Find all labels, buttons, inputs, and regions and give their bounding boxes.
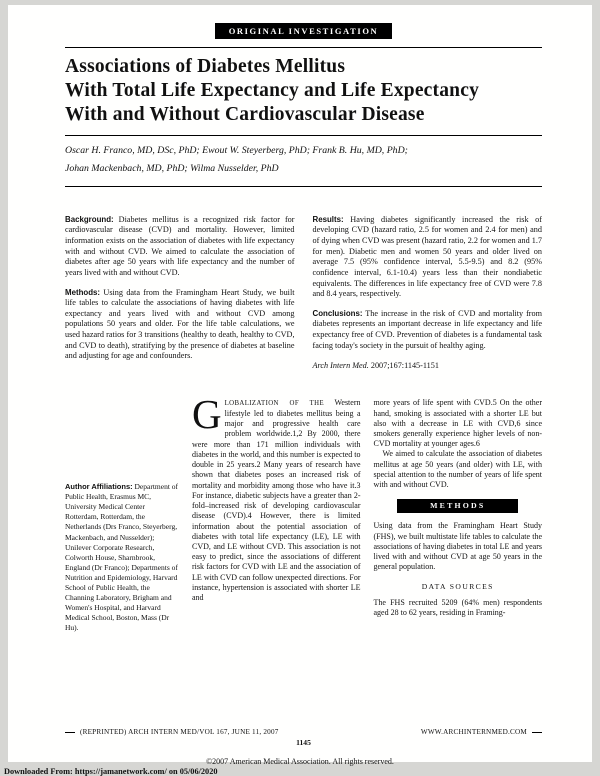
document-page bbox=[8, 5, 592, 762]
abstract-conclusions bbox=[313, 309, 543, 352]
footer-reprint-line bbox=[65, 728, 542, 736]
page-number: 1145 bbox=[296, 738, 311, 747]
abstract-background bbox=[65, 215, 295, 279]
results-label: Results: bbox=[312, 214, 344, 224]
journal-citation bbox=[313, 361, 543, 372]
body-middle-column bbox=[192, 391, 361, 640]
footer-rule-left bbox=[65, 732, 75, 733]
author-affiliations bbox=[65, 482, 179, 633]
article-title bbox=[65, 55, 542, 126]
rule-under-authors bbox=[65, 186, 542, 187]
body-right-column bbox=[374, 398, 543, 640]
title-line-3: With and Without Cardiovascular Disease bbox=[65, 103, 425, 125]
results-text: Having diabetes significantly increased the risk of developing CVD (hazard ratio, 2.5 for women and 2.4 for men) and of dying when CVD was present (hazard ratio, 2.2 for women and 1.7 for men). Diabetic men and women 50 years and older lived on average 7.5 (95% confidence interval, 5.5-9.5) and 8.2 (95% confidence interval, 6.1-10.4) years less than their nondiabetic equivalents. The differences in life expectancy free of CVD were 7.8 and 8.4 years, respectively. bbox=[312, 214, 542, 299]
title-line-2: With Total Life Expectancy and Life Expectancy bbox=[65, 79, 480, 101]
page-footer bbox=[65, 728, 542, 747]
original-investigation-banner: ORIGINAL INVESTIGATION bbox=[215, 23, 393, 39]
intro-text: Western lifestyle led to diabetes mellitus being a major and progressive health care problem worldwide.1,2 By 2000, there were more than 171 million individuals with diabetes in the world, and this number is expected to double in 25 years.2 Many years of research have shown that diabetes poses an increased risk of mortality and morbidity among those who have it.3 For instance, diabetic subjects have a greater than 2-fold–increased risk of developing cardiovascular disease (CVD).4 However, there is limited information about the potential association of diabetes with total life expectancy (LE), LE with CVD, and LE without CVD. This association is not easy to predict, since the associations of different risk factors for CVD with LE and the association of LE with CVD can follow unexpected directions. For instance, hypertension is associated with shorter LE and bbox=[192, 398, 361, 603]
authors-line-1: Oscar H. Franco, MD, DSc, PhD; Ewout W. Steyerberg, PhD; Frank B. Hu, MD, PhD; bbox=[65, 145, 408, 157]
intro-paragraph bbox=[192, 391, 361, 603]
abstract-left-column bbox=[65, 215, 295, 381]
intro-lead-smallcaps: LOBALIZATION OF THE bbox=[224, 400, 325, 408]
footer-website: WWW.ARCHINTERNMED.COM bbox=[420, 728, 527, 736]
aim-paragraph: We aimed to calculate the association of diabetes mellitus at age 50 years (and older) with LE, with special attention to the number of years of life spent with and without CVD. bbox=[373, 449, 542, 490]
title-line-1: Associations of Diabetes Mellitus bbox=[65, 56, 346, 77]
abstract-results bbox=[313, 215, 543, 300]
abstract-methods bbox=[65, 288, 295, 363]
authors-line-2: Johan Mackenbach, MD, PhD; Wilma Nusselder, PhD bbox=[65, 163, 279, 175]
conclusions-text: The increase in the risk of CVD and mortality from diabetes represents an important decrease in life expectancy and life expectancy free of CVD. Prevention of diabetes is a fundamental task facing today's society in the pursuit of healthy aging. bbox=[312, 308, 542, 350]
methods-overview-paragraph: Using data from the Framingham Heart Study (FHS), we built multistate life tables to calculate the associations of having diabetes in total LE and years lived with and without CVD at age 50 years in the general population. bbox=[373, 521, 542, 572]
methods-section-header: METHODS bbox=[397, 499, 518, 513]
footer-rule-right bbox=[532, 732, 542, 733]
rule-top bbox=[65, 47, 542, 48]
abstract-right-column bbox=[313, 215, 543, 381]
affiliations-column bbox=[65, 398, 179, 640]
affiliations-label: Author Affiliations: bbox=[65, 482, 133, 492]
author-byline bbox=[65, 142, 542, 178]
drop-cap: G bbox=[192, 391, 222, 438]
background-label: Background: bbox=[65, 214, 114, 224]
methods-text: Using data from the Framingham Heart Study, we built life tables to calculate the associations of having diabetes with life expectancy and years lived with and without CVD among populations 50 years and older. For the life table calculations, we used hazard ratios for 3 transitions (healthy to death, healthy to CVD, and CVD to death), stratifying by the presence of diabetes at baseline and adjusting for age and confounders. bbox=[65, 287, 295, 361]
citation-volume: 2007;167:1145-1151 bbox=[368, 361, 439, 371]
data-sources-heading: DATA SOURCES bbox=[421, 581, 494, 591]
body-columns bbox=[65, 391, 542, 640]
downloaded-stamp: Downloaded From: https://jamanetwork.com/ on 05/06/2020 bbox=[4, 767, 218, 776]
conclusions-label: Conclusions: bbox=[312, 308, 363, 318]
methods-label: Methods: bbox=[65, 287, 101, 297]
copyright-notice: ©2007 American Medical Association. All rights reserved. bbox=[206, 757, 394, 766]
footer-journal-info: (REPRINTED) ARCH INTERN MED/VOL 167, JUNE 11, 2007 bbox=[80, 728, 279, 736]
rule-under-title bbox=[65, 135, 542, 136]
citation-journal: Arch Intern Med. bbox=[312, 361, 369, 371]
background-text: Diabetes mellitus is a recognized risk factor for cardiovascular disease (CVD) and mortality. However, limited information exists on the association of diabetes with life expectancy with and without CVD. We aimed to calculate the association of diabetes after age 50 years with life expectancy and the number of years lived with and without CVD. bbox=[65, 214, 295, 277]
abstract-section bbox=[65, 215, 542, 381]
data-sources-paragraph: The FHS recruited 5209 (64% men) respondents aged 28 to 62 years, residing in Framing- bbox=[373, 598, 542, 618]
banner-row bbox=[65, 21, 542, 39]
affiliations-text: Department of Public Health, Erasmus MC, University Medical Center Rotterdam, Rotterdam, the Netherlands (Drs Franco, Steyerberg, Mackenbach, and Nusselder); Unilever Corporate Research, Colworth House, Sharnbrook, England (Dr Franco); Departments of Nutrition and Epidemiology, Harvard School of Public Health, the Channing Laboratory, Brigham and Women's Hospital, and Harvard Medical School, Boston, Mass (Dr Hu). bbox=[65, 482, 179, 632]
continuation-paragraph: more years of life spent with CVD.5 On the other hand, smoking is associated with a shorter LE but also with a decrease in LE with CVD,6 since smokers generally experience higher levels of non-CVD mortality at younger ages.6 bbox=[373, 398, 542, 449]
